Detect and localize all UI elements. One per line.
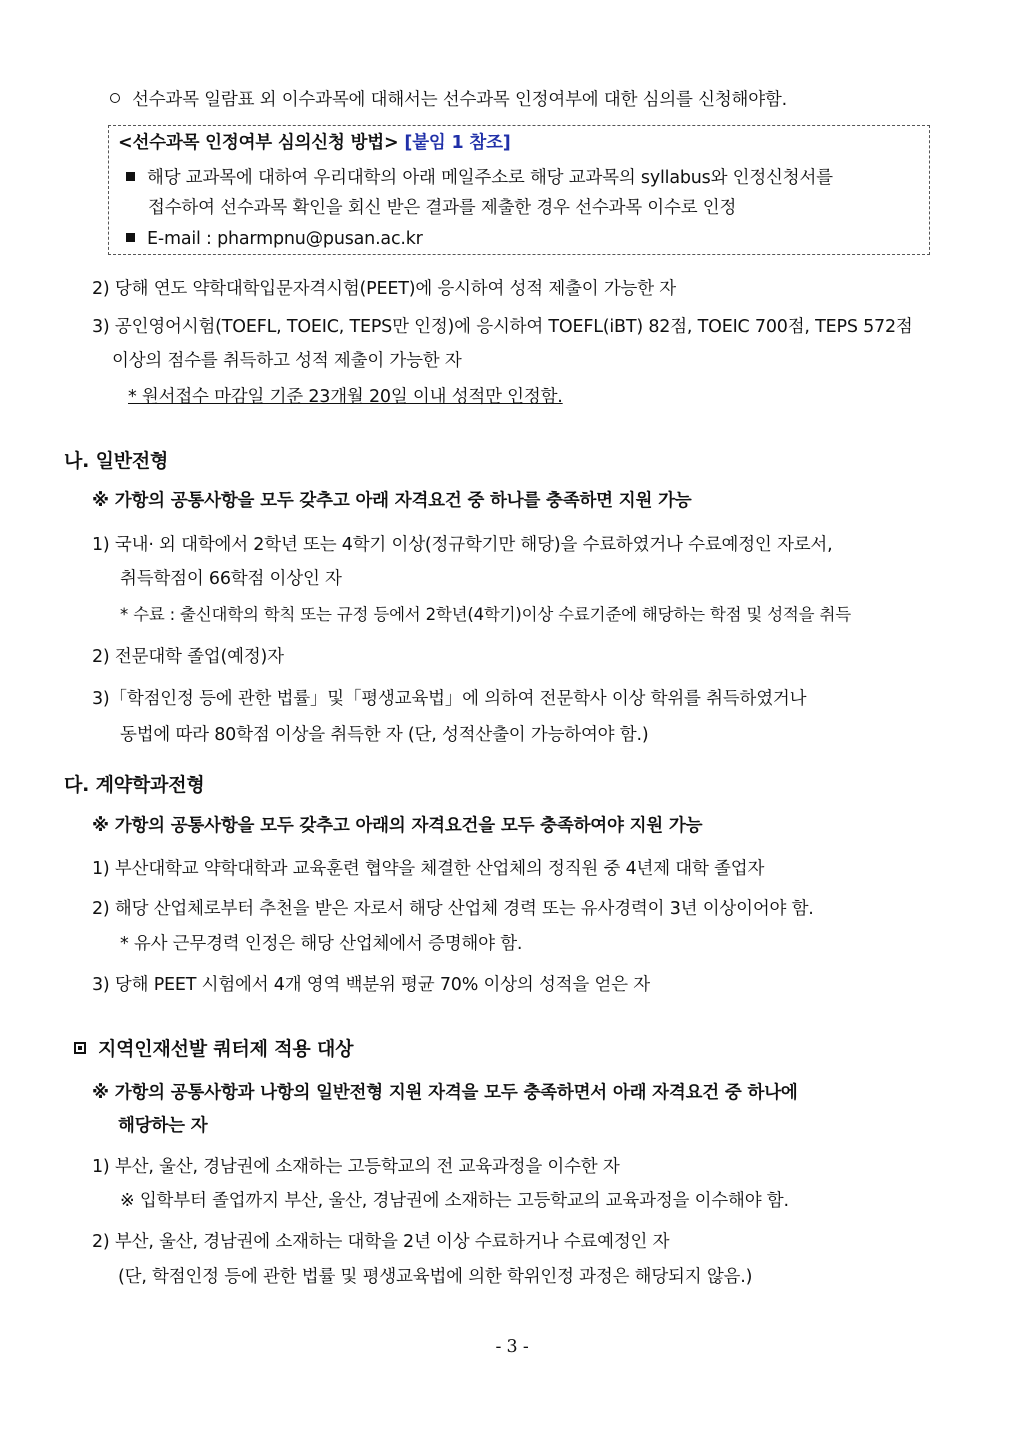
ga-item-3-note: * 원서접수 마감일 기준 23개월 20일 이내 성적만 인정함. [128, 387, 563, 407]
section-heading-quota: 지역인재선발 쿼터제 적용 대상 [74, 1038, 353, 1060]
section-heading-da: 다. 계약학과전형 [64, 774, 205, 796]
square-marker-icon [74, 1042, 86, 1054]
box-bullet-2: E-mail : pharmpnu@pusan.ac.kr [126, 228, 423, 250]
square-bullet-icon [126, 172, 135, 181]
da-condition: ※ 가항의 공통사항을 모두 갖추고 아래의 자격요건을 모두 충족하여야 지원 가능 [92, 816, 703, 836]
da-item-2: 2) 해당 산업체로부터 추천을 받은 자로서 해당 산업체 경력 또는 유사경력이 3년 이상이어야 함. [92, 899, 814, 919]
na-item-2: 2) 전문대학 졸업(예정)자 [92, 647, 284, 667]
quota-condition: ※ 가항의 공통사항과 나항의 일반전형 지원 자격을 모두 충족하면서 아래 자격요건 중 하나에 [92, 1083, 798, 1103]
page-number: - 3 - [495, 1337, 529, 1357]
na-item-1: 1) 국내· 외 대학에서 2학년 또는 4학기 이상(정규학기만 해당)을 수료하였거나 수료예정인 자로서, [92, 535, 833, 555]
da-item-3: 3) 당해 PEET 시험에서 4개 영역 백분위 평균 70% 이상의 성적을 얻은 자 [92, 975, 650, 995]
na-item-3-cont: 동법에 따라 80학점 이상을 취득한 자 (단, 성적산출이 가능하여야 함.) [120, 725, 649, 745]
quota-item-2: 2) 부산, 울산, 경남권에 소재하는 대학을 2년 이상 수료하거나 수료예정인 자 [92, 1232, 670, 1252]
ga-item-3-cont: 이상의 점수를 취득하고 성적 제출이 가능한 자 [112, 351, 462, 371]
da-item-2-note: * 유사 근무경력 인정은 해당 산업체에서 증명해야 함. [120, 934, 523, 954]
hollow-circle-icon [110, 93, 120, 103]
na-item-1-cont: 취득학점이 66학점 이상인 자 [120, 569, 342, 589]
quota-item-2-note: (단, 학점인정 등에 관한 법률 및 평생교육법에 의한 학위인정 과정은 해당되지 않음.) [118, 1267, 753, 1287]
quota-condition-cont: 해당하는 자 [118, 1116, 208, 1136]
ga-item-3: 3) 공인영어시험(TOEFL, TOEIC, TEPS만 인정)에 응시하여 TOEFL(iBT) 82점, TOEIC 700점, TEPS 572점 [92, 317, 913, 337]
quota-item-1: 1) 부산, 울산, 경남권에 소재하는 고등학교의 전 교육과정을 이수한 자 [92, 1157, 620, 1177]
quota-item-1-note: ※ 입학부터 졸업까지 부산, 울산, 경남권에 소재하는 고등학교의 교육과정을 이수해야 함. [120, 1191, 789, 1211]
section-heading-na: 나. 일반전형 [64, 450, 169, 472]
box-bullet-1-cont: 접수하여 선수과목 확인을 회신 받은 결과를 제출한 경우 선수과목 이수로 인정 [148, 198, 737, 218]
na-condition: ※ 가항의 공통사항을 모두 갖추고 아래 자격요건 중 하나를 충족하면 지원 가능 [92, 491, 692, 511]
ga-item-2: 2) 당해 연도 약학대학입문자격시험(PEET)에 응시하여 성적 제출이 가능한 자 [92, 279, 677, 299]
na-item-3: 3)「학점인정 등에 관한 법률」및「평생교육법」에 의하여 전문학사 이상 학위를 취득하였거나 [92, 689, 807, 709]
box-reference: [붙임 1 참조] [404, 133, 511, 153]
box-bullet-1: 해당 교과목에 대하여 우리대학의 아래 메일주소로 해당 교과목의 syllabus와 인정신청서를 [126, 167, 833, 189]
box-title: <선수과목 인정여부 심의신청 방법> [붙임 1 참조] [118, 133, 511, 153]
square-bullet-icon [126, 233, 135, 242]
da-item-1: 1) 부산대학교 약학대학과 교육훈련 협약을 체결한 산업체의 정직원 중 4년제 대학 졸업자 [92, 859, 765, 879]
top-note: 선수과목 일람표 외 이수과목에 대해서는 선수과목 인정여부에 대한 심의를 신청해야함. [110, 89, 787, 111]
na-item-1-note: * 수료 : 출신대학의 학칙 또는 규정 등에서 2학년(4학기)이상 수료기준에 해당하는 학점 및 성적을 취득 [120, 605, 851, 624]
